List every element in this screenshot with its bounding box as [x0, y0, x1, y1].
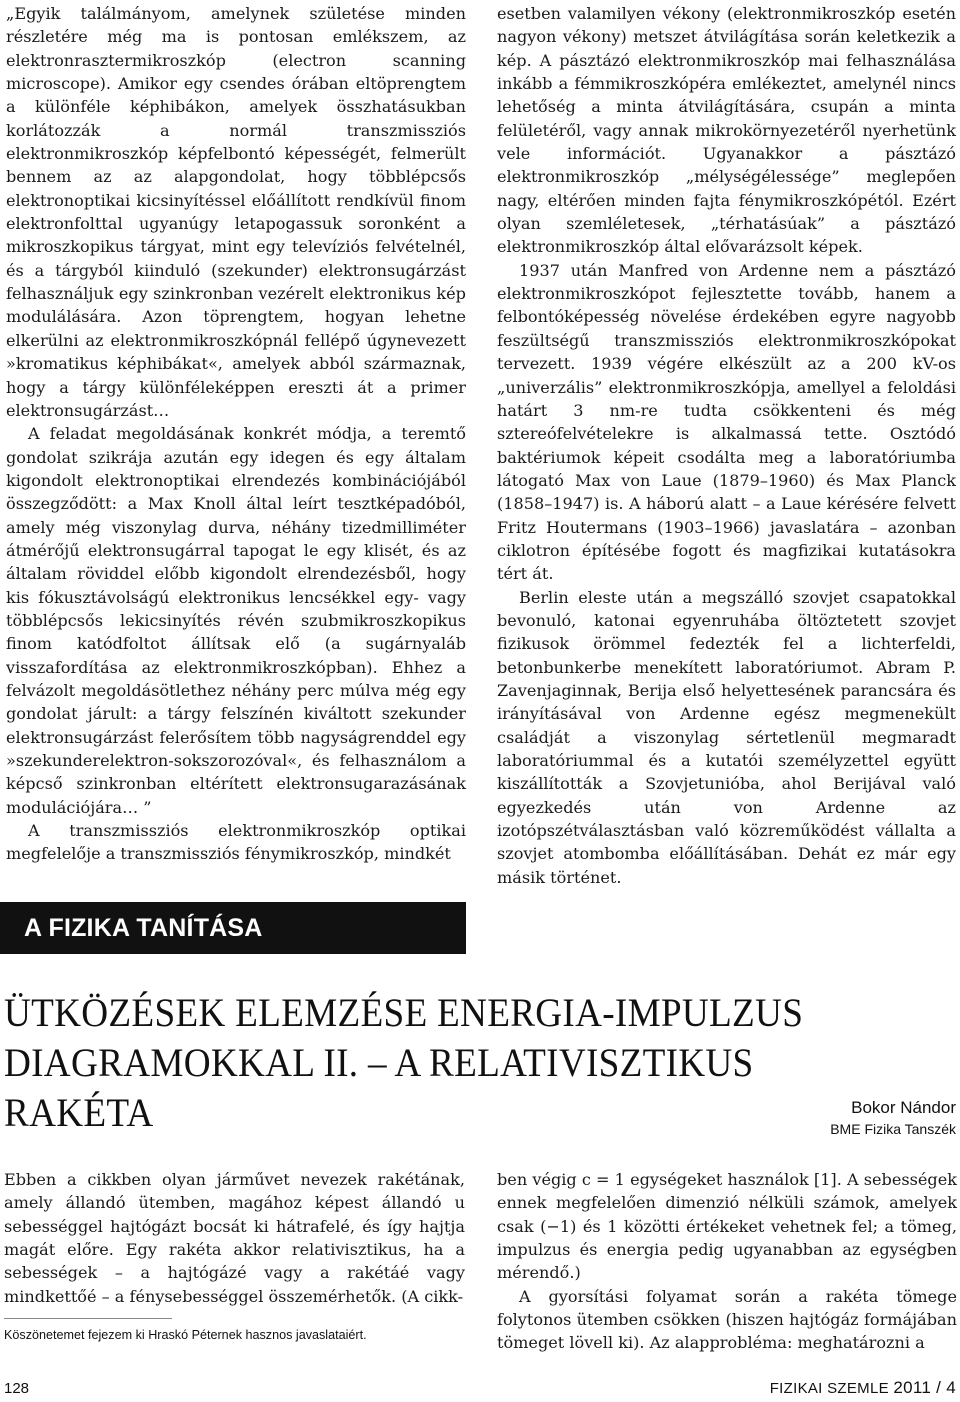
article-title-line-1: ÜTKÖZÉSEK ELEMZÉSE ENERGIA-IMPULZUS: [4, 990, 804, 1035]
section-label-bar: A FIZIKA TANÍTÁSA: [0, 902, 466, 954]
author-name: Bokor Nándor: [851, 1098, 956, 1117]
journal-footer: [770, 1378, 956, 1398]
footnote: Köszönetemet fejezem ki Hraskó Péternek hasznos javaslataiért.: [4, 1328, 367, 1342]
body-paragraph-5: 1937 után Manfred von Ardenne nem a pásztázó elektronmikroszkópot fejlesztette tovább, hanem a felbontóképesség növelése érdekében egyre nagyobb feszültségű transzmissziós elektronmikroszkópokat tervezett. 1939 végére elkészült az a 200 kV-os „univerzális” elektronmikroszkópja, amellyel a feloldási határt 3 nm-re tudta csökkenteni és még sztereófelvételekre is alkalmassá tette. Osztódó baktériumok képeit csodálta meg a laboratóriumba látogató Max von Laue (1879–1960) és Max Planck (1858–1947) is. A háború alatt – a Laue kérésére felvett Fritz Houtermans (1903–1966) javaslatára – azonban ciklotron építésébe fogott és magfizikai kutatásokra tért át.: [497, 260, 956, 584]
page-number: 128: [4, 1380, 30, 1397]
author-block: [830, 1097, 956, 1139]
top-left-column: [6, 2, 466, 866]
article-paragraph-2: ben végig c = 1 egységeket használok [1]. A sebességek ennek megfelelően dimenzió nélküli számok, amelyek csak (−1) és 1 közötti értékeket vehetnek fel; a tömeg, impulzus és energia pedig ugyanabban az egységben mérendő.): [497, 1170, 957, 1283]
journal-issue: 2011 / 4: [893, 1378, 956, 1397]
body-paragraph-6: Berlin eleste után a megszálló szovjet csapatokkal bevonuló, katonai egyenruhába öltöztetett szovjet fizikusok örömmel fedezték fel a lichterfeldi, betonbunkerbe menekített laboratóriumot. Abram P. Zavenjaginnak, Berija első helyettesének parancsára és irányításával von Ardenne egész megmenekült családját a viszonylag sértetlenül megmaradt laboratóriummal és a kutatói személyzettel együtt kiszállították a Szovjetunióba, ahol Berijával való egyezkedés után von Ardenne az izotópszétválasztásban való közreműködést vállalta a szovjet atombomba előállításában. Dehát ez már egy másik történet.: [497, 587, 956, 887]
article-paragraph-3: A gyorsítási folyamat során a rakéta tömege folytonos ütemben csökken (hiszen hajtógáz formájában tömeget lövell ki). Az alapprobléma: meghatározni a: [497, 1286, 957, 1353]
article-title-line-2: DIAGRAMOKKAL II. – A RELATIVISZTIKUS RAKÉTA: [4, 1040, 754, 1135]
body-paragraph-4: esetben valamilyen vékony (elektronmikroszkóp esetén nagyon vékony) metszet átvilágítása során keletkezik a kép. A pásztázó elektronmikroszkóp mai felhasználása inkább a fémmikroszkópéra emlékeztet, amelynél nincs lehetőség a minta átvilágítására, csupán a minta felületéről, vagy annak mikrokörnyezetéről nyerhetünk vele információt. Ugyanakkor a pásztázó elektronmikroszkóp „mélységélessége” meglepően nagy, eltérően minden fajta fénymikroszkópétól. Ezért olyan szemléletesek, „térhatásúak” a pásztázó elektronmikroszkóp által elővarázsolt képek.: [497, 4, 956, 257]
article-intro-paragraph: Ebben a cikkben olyan járművet nevezek rakétának, amely állandó ütemben, magához képest állandó u sebességgel hajtógázt bocsát ki hátrafelé, és így hajtja magát előre. Egy rakéta akkor relativisztikus, ha a sebességek – a hajtógázé vagy a rakétáé vagy mindkettőé – a fénysebességgel összemérhetők. (A cikk-: [4, 1170, 465, 1306]
top-right-column: [497, 2, 956, 889]
quote-paragraph-1: „Egyik találmányom, amelynek születése minden részletére még ma is pontosan emlékszem, az elektronrasztermikroszkóp (electron scanning microscope). Amikor egy csendes órában eltöprengtem a különféle képhibákon, amelyek összhatásukban korlátozzák a normál transzmissziós elektronmikroszkóp képfelbontó képességét, felmerült bennem az az alapgondolat, hogy többlépcsős elektronoptikai kicsinyítéssel előállított rendkívül finom elektronfolttal ugyanúgy letapogassuk soronként a mikroszkopikus tárgyat, mint egy televíziós felvételnél, és a tárgyból kiinduló (szekunder) elektronsugárzást felhasználjuk egy szinkronban vezérelt elektronikus kép modulálására. Azon töprengtem, hogyan lehetne elkerülni az elektronmikroszkópnál fellépő úgynevezett »kromatikus képhibákat«, amelyek abból származnak, hogy a tárgy különféleképpen ereszti át a primer elektronsugárzást…: [6, 4, 466, 420]
article-title: [4, 988, 888, 1138]
bottom-left-column: [4, 1168, 465, 1308]
journal-name: FIZIKAI SZEMLE: [769, 1380, 889, 1397]
bottom-right-column: [497, 1168, 957, 1355]
body-paragraph-3: A transzmissziós elektronmikroszkóp optikai megfelelője a transzmissziós fénymikroszkóp, mindkét: [6, 821, 466, 864]
footnote-divider: [4, 1318, 172, 1319]
quote-paragraph-2: A feladat megoldásának konkrét módja, a teremtő gondolat szikrája azután egy idegen és egy általam kigondolt elektronoptikai elrendezés kombinációjából összegződött: a Max Knoll által leírt tesztképadóból, amely még viszonylag durva, néhány tizedmilliméter átmérőjű elektronsugárral tapogat le egy klisét, és az általam röviddel előbb kigondolt elrendezésből, hogy kis fókusztávolságú elektronikus lencsékkel egy- vagy többlépcsős lekicsinyítés révén szubmikroszkopikus finom katódfoltot állítsak elő (a sugárnyaláb visszafordítása az elektronmikroszkópban). Ehhez a felvázolt megoldásötlethez néhány perc múlva még egy gondolat járult: a tárgy felszínén kiváltott szekunder elektronsugárzást felerősítem több nagyságrenddel egy »szekunderelektron-sokszorozóval«, és felhasználom a képcső szinkronban eltérített elektronsugarazásának modulációjára… ”: [6, 424, 466, 817]
author-affiliation: BME Fizika Tanszék: [830, 1121, 956, 1137]
